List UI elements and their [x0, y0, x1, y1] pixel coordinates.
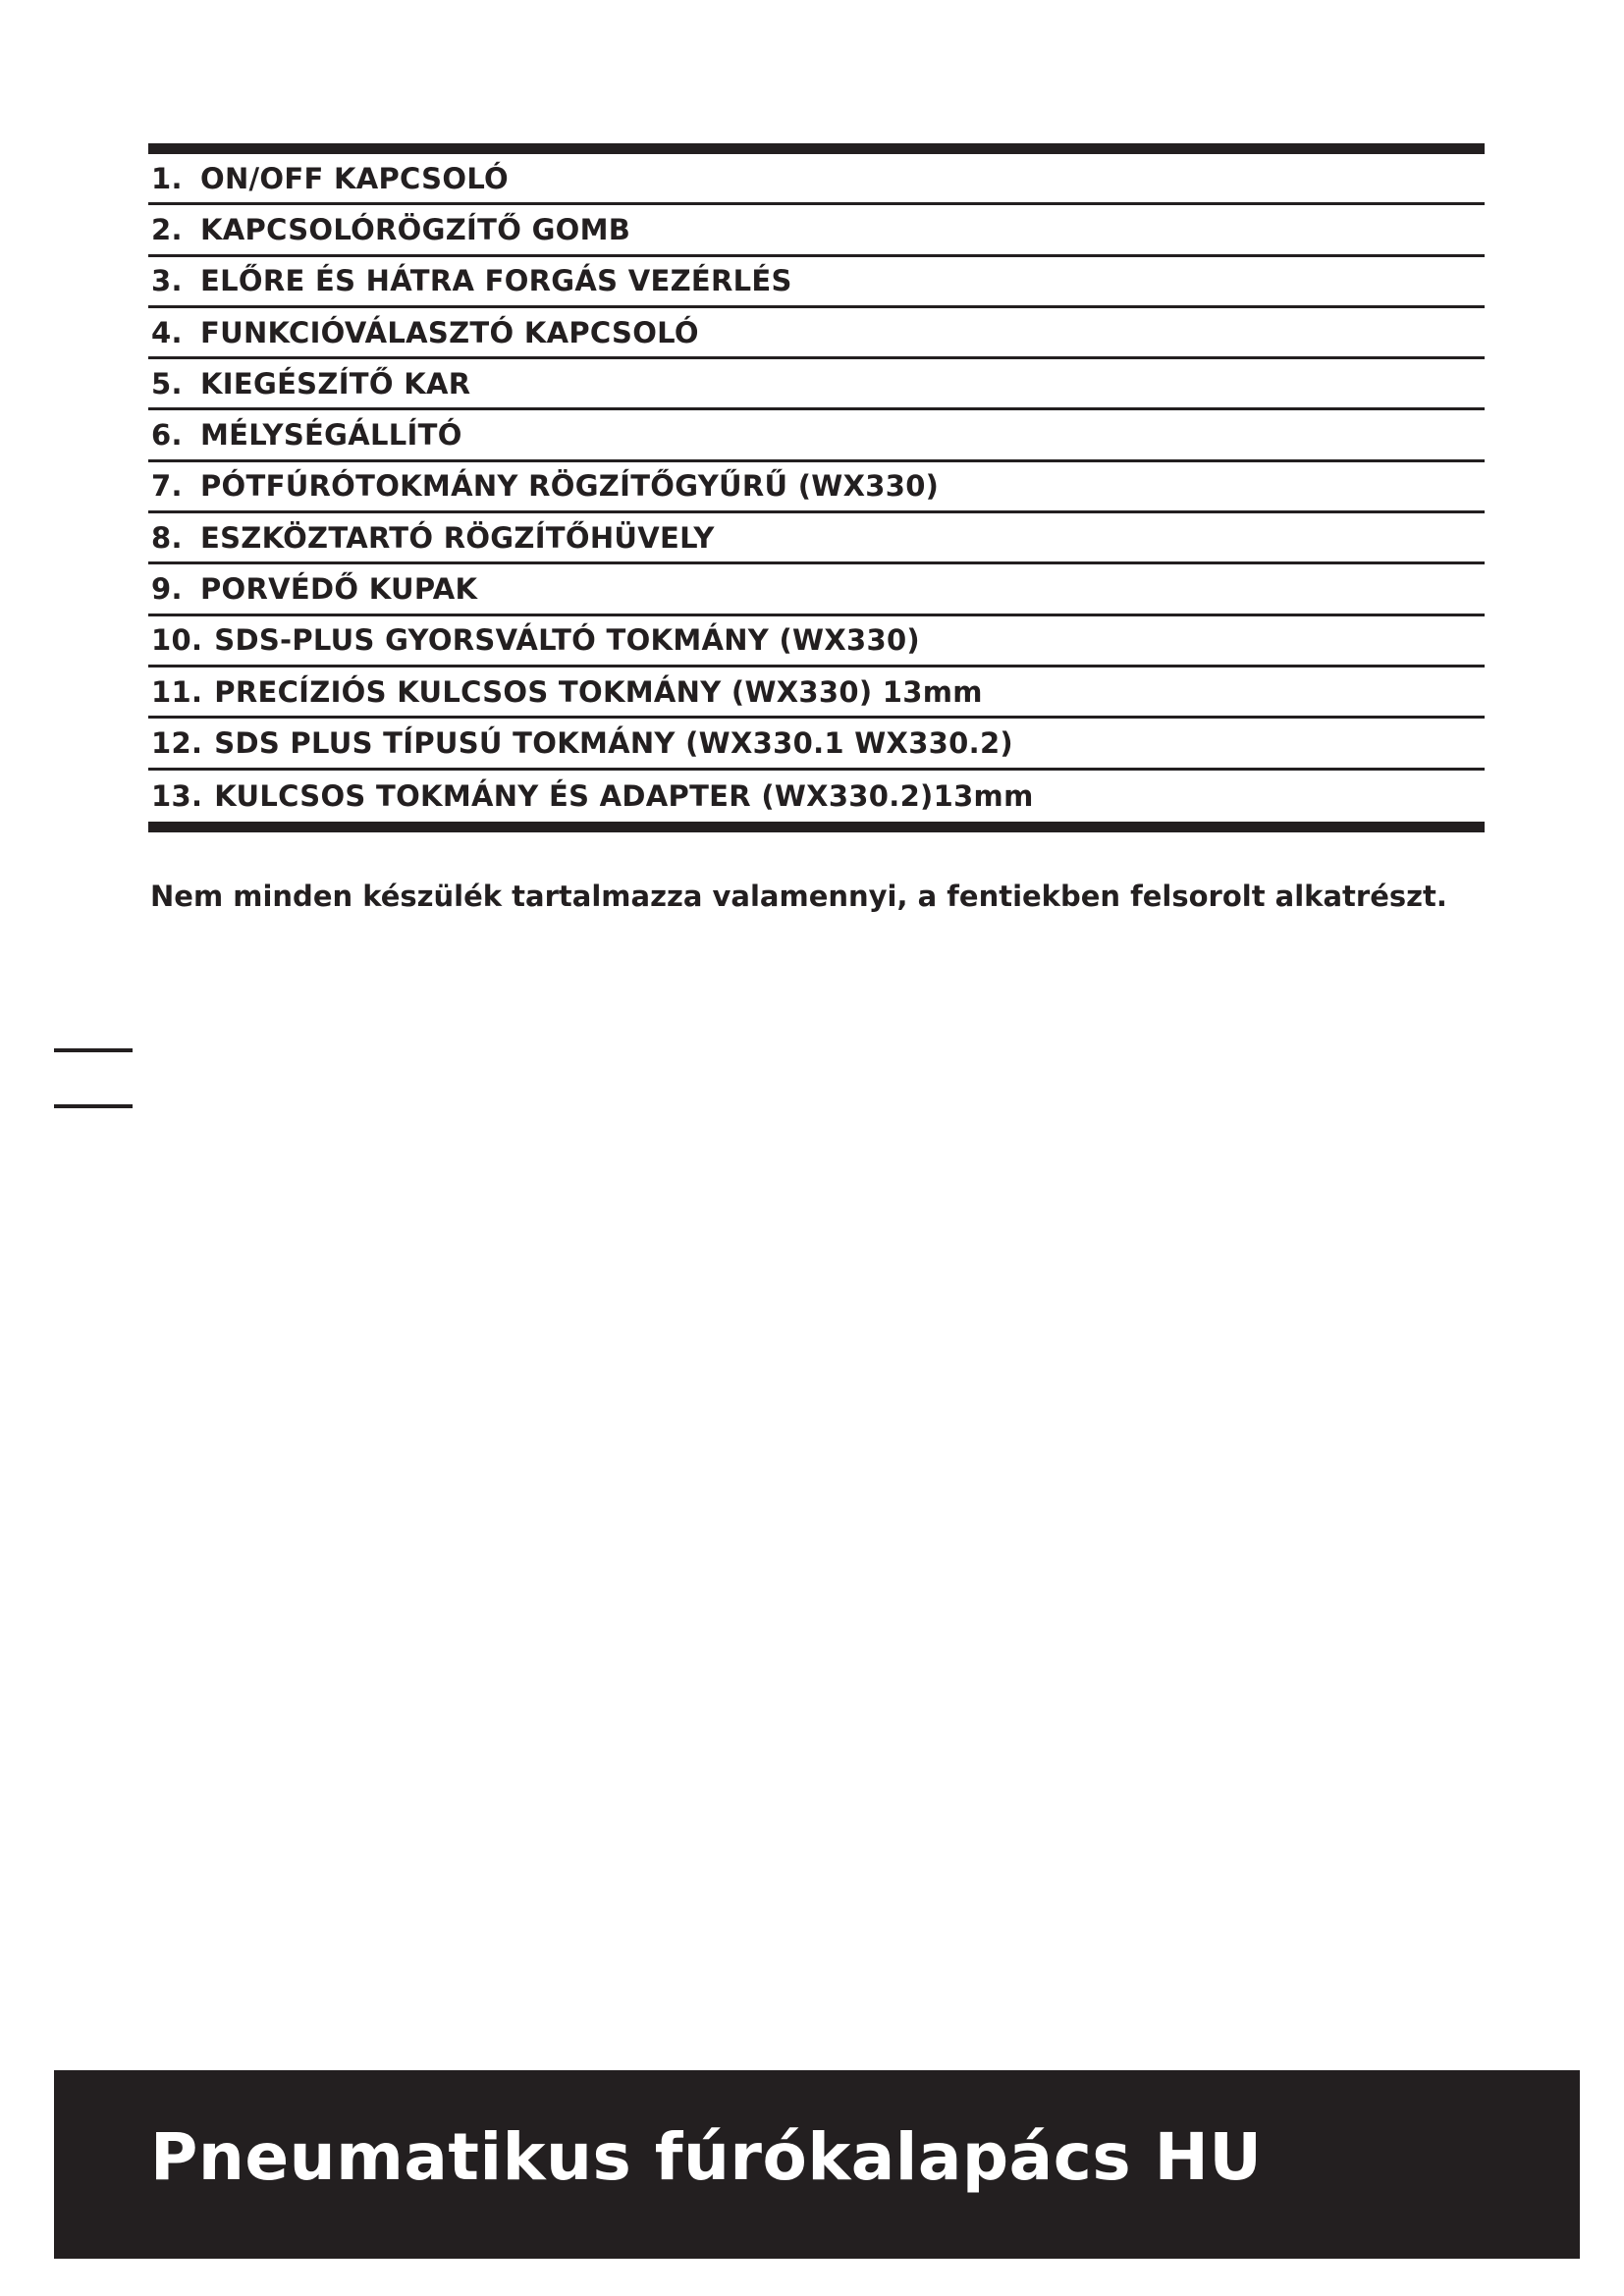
part-label: MÉLYSÉGÁLLÍTÓ	[200, 418, 462, 453]
part-label: PRECÍZIÓS KULCSOS TOKMÁNY (WX330) 13mm	[214, 674, 983, 709]
part-number: 8.	[151, 520, 183, 555]
part-row	[148, 564, 1485, 615]
part-row	[148, 616, 1485, 667]
part-label: PÓTFÚRÓTOKMÁNY RÖGZÍTŐGYŰRŰ (WX330)	[200, 469, 940, 504]
side-mark-bottom	[54, 1104, 133, 1108]
part-number: 12.	[151, 725, 203, 760]
part-number: 4.	[151, 315, 183, 349]
footer-bar	[54, 2070, 1580, 2259]
part-label: SDS PLUS TÍPUSÚ TOKMÁNY (WX330.1 WX330.2)	[214, 725, 1013, 760]
part-label: SDS-PLUS GYORSVÁLTÓ TOKMÁNY (WX330)	[214, 623, 920, 658]
part-label: ESZKÖZTARTÓ RÖGZÍTŐHÜVELY	[200, 520, 715, 555]
part-row	[148, 771, 1485, 822]
parts-list	[148, 143, 1485, 832]
part-number: 11.	[151, 674, 203, 709]
part-number: 6.	[151, 418, 183, 453]
footer-title: Pneumatikus fúrókalapács HU	[150, 2119, 1263, 2195]
part-row	[148, 667, 1485, 719]
part-label: PORVÉDŐ KUPAK	[200, 572, 478, 607]
part-row	[148, 410, 1485, 461]
part-number: 7.	[151, 469, 183, 504]
part-row	[148, 719, 1485, 770]
part-number: 5.	[151, 366, 183, 400]
part-label: KAPCSOLÓRÖGZÍTŐ GOMB	[200, 212, 631, 246]
part-row	[148, 359, 1485, 410]
part-number: 3.	[151, 264, 183, 298]
part-row	[148, 205, 1485, 256]
part-row	[148, 154, 1485, 205]
part-number: 13.	[151, 778, 203, 813]
part-row	[148, 257, 1485, 308]
side-mark-top	[54, 1048, 133, 1052]
part-row	[148, 513, 1485, 564]
part-label: KIEGÉSZÍTŐ KAR	[200, 366, 471, 400]
part-label: ELŐRE ÉS HÁTRA FORGÁS VEZÉRLÉS	[200, 264, 792, 298]
part-label: FUNKCIÓVÁLASZTÓ KAPCSOLÓ	[200, 315, 699, 349]
part-label: ON/OFF KAPCSOLÓ	[200, 161, 510, 195]
part-number: 1.	[151, 161, 183, 195]
parts-note: Nem minden készülék tartalmazza valamennyi, a fentiekben felsorolt alkatrészt.	[150, 880, 1447, 913]
part-row	[148, 462, 1485, 513]
part-number: 9.	[151, 572, 183, 607]
part-number: 2.	[151, 212, 183, 246]
part-number: 10.	[151, 623, 203, 658]
part-row	[148, 308, 1485, 359]
part-label: KULCSOS TOKMÁNY ÉS ADAPTER (WX330.2)13mm	[214, 778, 1034, 813]
